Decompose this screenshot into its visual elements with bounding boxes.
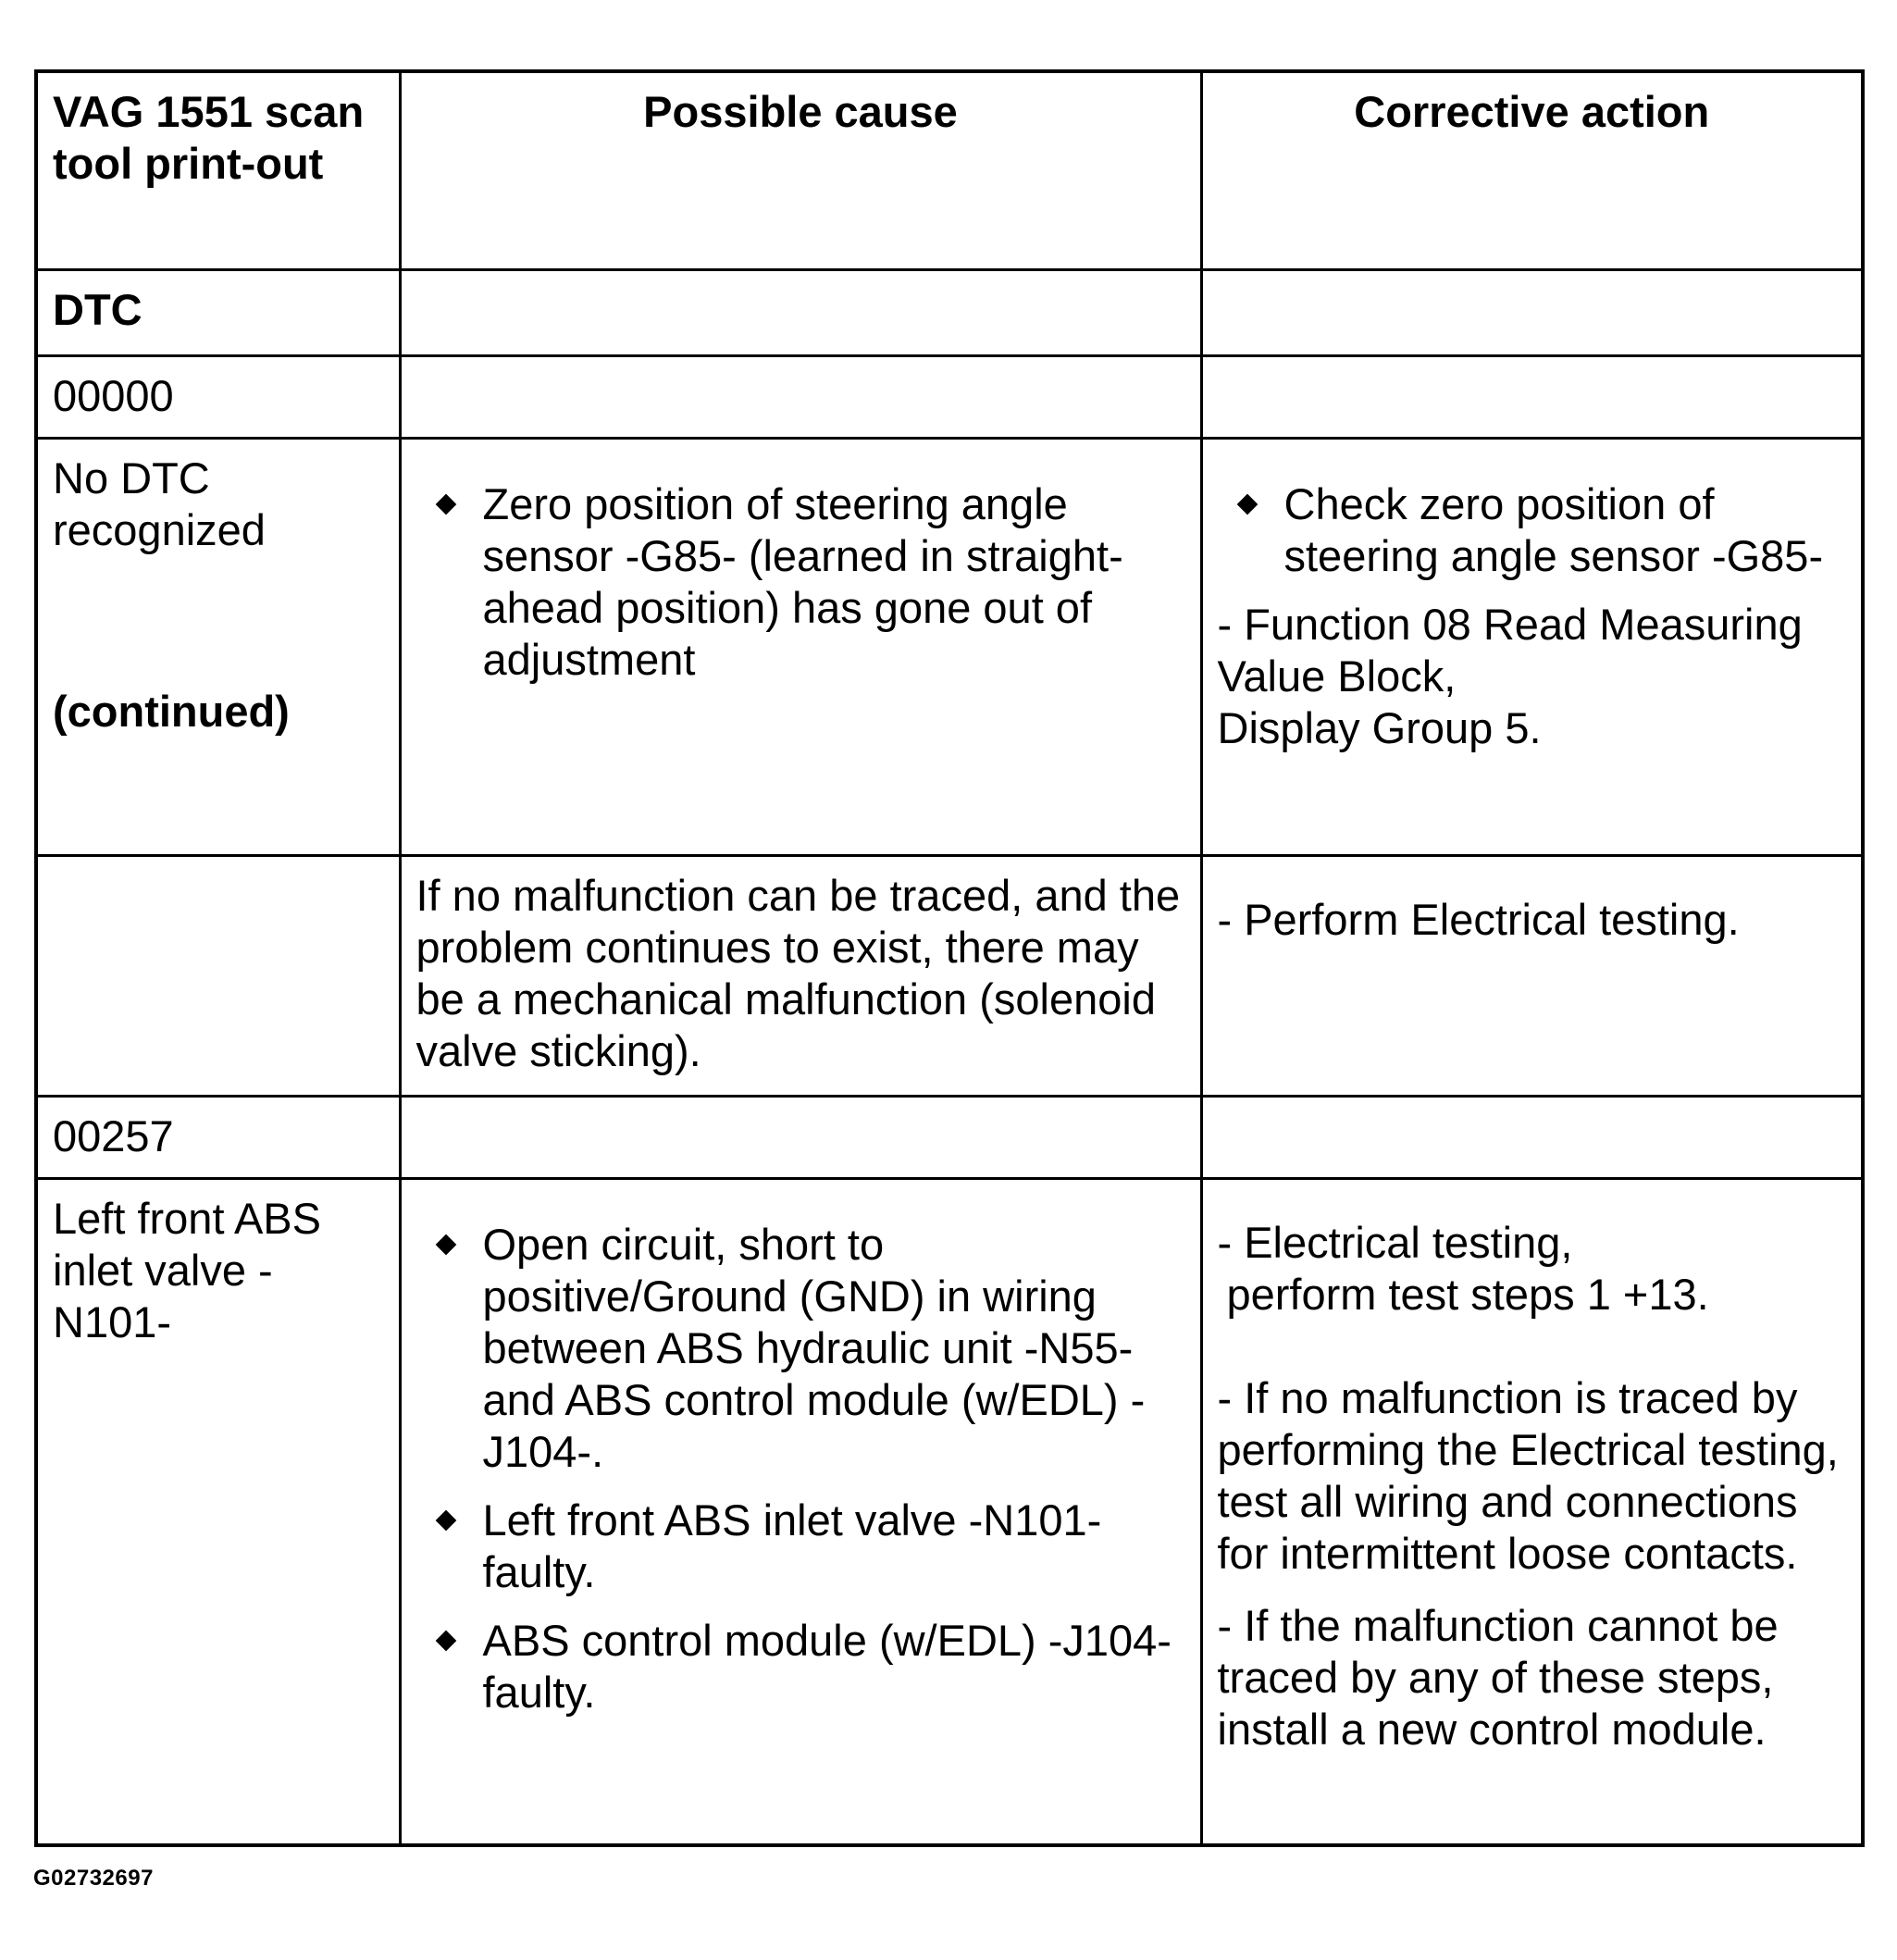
table-row bbox=[36, 1179, 1863, 1845]
action-text: Check zero position of steering angle sensor -G85- bbox=[1283, 479, 1824, 581]
diamond-bullet-icon bbox=[435, 1234, 456, 1256]
dtc-section-label: DTC bbox=[36, 269, 400, 355]
empty-cell bbox=[1201, 269, 1863, 355]
action-line: - Electrical testing, bbox=[1217, 1218, 1573, 1268]
mechanical-cause-text: If no malfunction can be traced, and the problem continues to exist, there may be a mechanical malfunction (solenoid valve sticking). bbox=[400, 856, 1201, 1097]
action-line: - Function 08 Read Measuring Value Block, bbox=[1217, 600, 1803, 701]
left-front-valve-label: Left front ABS inlet valve -N101- bbox=[36, 1179, 400, 1845]
no-dtc-cell bbox=[36, 439, 400, 856]
action-line: Display Group 5. bbox=[1217, 703, 1542, 753]
list-item bbox=[416, 1615, 1185, 1718]
dtc-code-00257: 00257 bbox=[36, 1097, 400, 1179]
cause-list bbox=[416, 1219, 1185, 1718]
diamond-bullet-icon bbox=[1236, 494, 1258, 515]
table-row bbox=[36, 356, 1863, 439]
possible-cause-cell bbox=[400, 439, 1201, 856]
corrective-action-cell bbox=[1201, 1179, 1863, 1845]
cause-text: Left front ABS inlet valve -N101- faulty. bbox=[482, 1495, 1102, 1597]
empty-cell bbox=[1201, 1097, 1863, 1179]
empty-cell bbox=[400, 269, 1201, 355]
table-row bbox=[36, 856, 1863, 1097]
action-paragraph: - If the malfunction cannot be traced by any of these steps, install a new control module. bbox=[1217, 1601, 1779, 1755]
header-corrective-action: Corrective action bbox=[1201, 71, 1863, 269]
figure-id: G02732697 bbox=[33, 1866, 154, 1891]
table-row bbox=[36, 1097, 1863, 1179]
diagnostic-table bbox=[34, 69, 1865, 1847]
header-scan-tool-printout: VAG 1551 scan tool print-out bbox=[36, 71, 400, 269]
continued-label: (continued) bbox=[53, 687, 290, 737]
header-row bbox=[36, 71, 1863, 269]
table-row bbox=[36, 439, 1863, 856]
corrective-action-cell bbox=[1201, 439, 1863, 856]
list-item bbox=[416, 478, 1185, 686]
cause-list bbox=[416, 478, 1185, 686]
list-item bbox=[416, 1219, 1185, 1478]
empty-cell bbox=[36, 856, 400, 1097]
action-line: perform test steps 1 +13. bbox=[1226, 1270, 1709, 1320]
empty-cell bbox=[400, 356, 1201, 439]
mechanical-action-text: - Perform Electrical testing. bbox=[1217, 895, 1740, 945]
cause-text: Zero position of steering angle sensor -G85- (learned in straight-ahead position) has gone out of adjustment bbox=[482, 479, 1123, 685]
action-paragraph bbox=[1218, 599, 1847, 754]
action-paragraph bbox=[1218, 1217, 1847, 1321]
diamond-bullet-icon bbox=[435, 494, 456, 515]
possible-cause-cell bbox=[400, 1179, 1201, 1845]
list-item bbox=[1218, 478, 1847, 582]
diamond-bullet-icon bbox=[435, 1631, 456, 1652]
no-dtc-label: No DTC recognized bbox=[53, 453, 266, 555]
diamond-bullet-icon bbox=[435, 1510, 456, 1532]
action-list bbox=[1218, 478, 1847, 582]
empty-cell bbox=[400, 1097, 1201, 1179]
dtc-section-row bbox=[36, 269, 1863, 355]
list-item bbox=[416, 1495, 1185, 1598]
header-possible-cause: Possible cause bbox=[400, 71, 1201, 269]
action-paragraph: - If no malfunction is traced by performing the Electrical testing, test all wiring and connections for intermittent loose contacts. bbox=[1217, 1373, 1839, 1579]
dtc-code-00000: 00000 bbox=[36, 356, 400, 439]
cause-text: ABS control module (w/EDL) -J104- faulty. bbox=[482, 1616, 1172, 1718]
empty-cell bbox=[1201, 356, 1863, 439]
mechanical-action-cell bbox=[1201, 856, 1863, 1097]
cause-text: Open circuit, short to positive/Ground (GND) in wiring between ABS hydraulic unit -N55- and ABS control module (w/EDL) -J104-. bbox=[482, 1220, 1146, 1477]
